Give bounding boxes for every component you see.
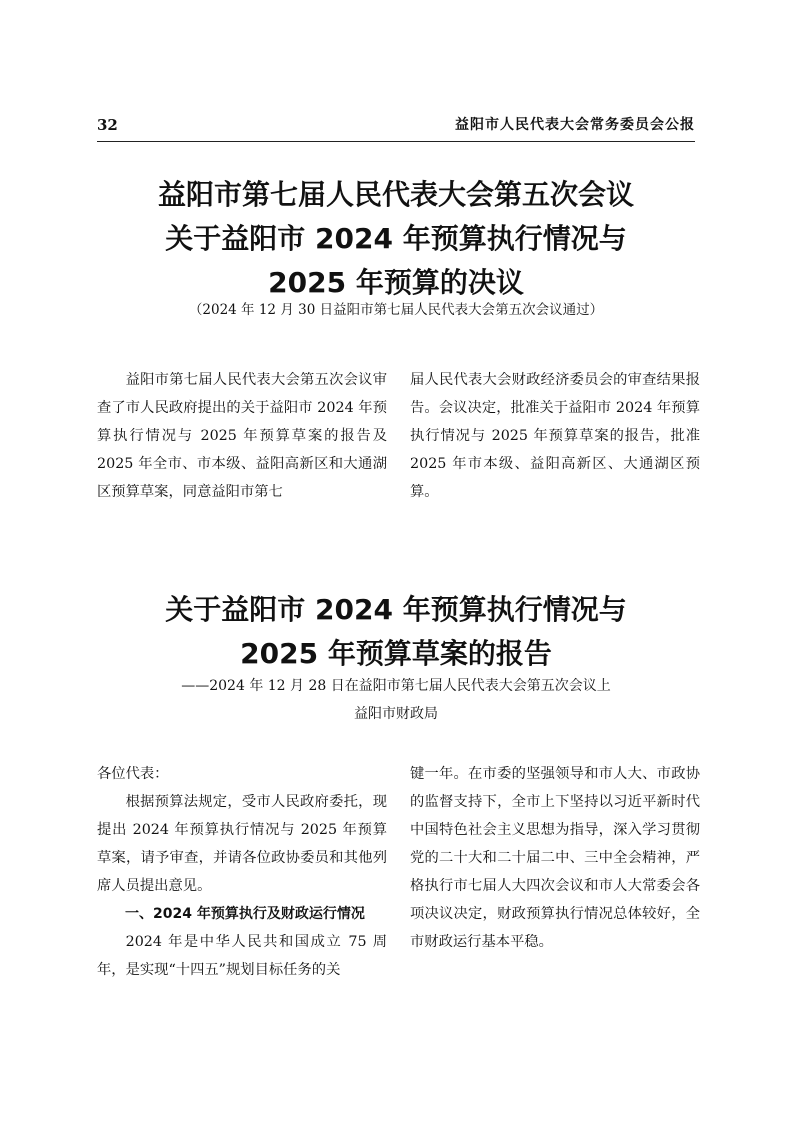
report-title-line-2: 2025 年预算草案的报告	[240, 637, 552, 670]
report-occasion: ——2024 年 12 月 28 日在益阳市第七届人民代表大会第五次会议上	[181, 678, 611, 694]
resolution-paragraph: 益阳市第七届人民代表大会第五次会议审查了市人民政府提出的关于益阳市 2024 年预算执行情况与 2025 年预算草案的报告及 2025 年全市、市本级、益阳高新区和大通湖区预算草案，同意益阳市第七	[97, 372, 387, 500]
report-body-right-column	[410, 760, 700, 956]
journal-title: 益阳市人民代表大会常务委员会公报	[455, 117, 695, 133]
page-header	[97, 114, 695, 136]
resolution-title	[97, 173, 695, 305]
resolution-body-right-column	[410, 366, 700, 506]
report-title-line-1: 关于益阳市 2024 年预算执行情况与	[165, 593, 627, 626]
resolution-title-line-3: 2025 年预算的决议	[268, 266, 524, 299]
report-speaker: 益阳市财政局	[354, 706, 438, 722]
salutation: 各位代表：	[97, 766, 169, 782]
section-paragraph-continued: 键一年。在市委的坚强领导和市人大、市政协的监督支持下，全市上下坚持以习近平新时代中国特色社会主义思想为指导，深入学习贯彻党的二十大和二十届二中、三中全会精神，严格执行市七届人大四次会议和市人大常委会各项决议决定，财政预算执行情况总体较好，全市财政运行基本平稳。	[410, 766, 700, 950]
page-number: 32	[97, 116, 118, 134]
resolution-body-left-column	[97, 366, 387, 506]
adoption-note: （2024 年 12 月 30 日益阳市第七届人民代表大会第五次会议通过）	[188, 302, 604, 318]
report-body-left-column	[97, 760, 387, 984]
report-title	[97, 588, 695, 676]
resolution-title-line-1: 益阳市第七届人民代表大会第五次会议	[157, 178, 634, 211]
section-paragraph: 2024 年是中华人民共和国成立 75 周年，是实现“十四五”规划目标任务的关	[97, 934, 387, 978]
resolution-title-line-2: 关于益阳市 2024 年预算执行情况与	[165, 222, 627, 255]
report-intro-paragraph: 根据预算法规定，受市人民政府委托，现提出 2024 年预算执行情况与 2025 年预算草案，请予审查，并请各位政协委员和其他列席人员提出意见。	[97, 794, 387, 894]
section-heading: 一、2024 年预算执行及财政运行情况	[125, 906, 365, 922]
header-divider	[97, 141, 695, 142]
resolution-paragraph-continued: 届人民代表大会财政经济委员会的审查结果报告。会议决定，批准关于益阳市 2024 年预算执行情况与 2025 年预算草案的报告，批准 2025 年市本级、益阳高新区、大通湖区预算。	[410, 372, 700, 500]
